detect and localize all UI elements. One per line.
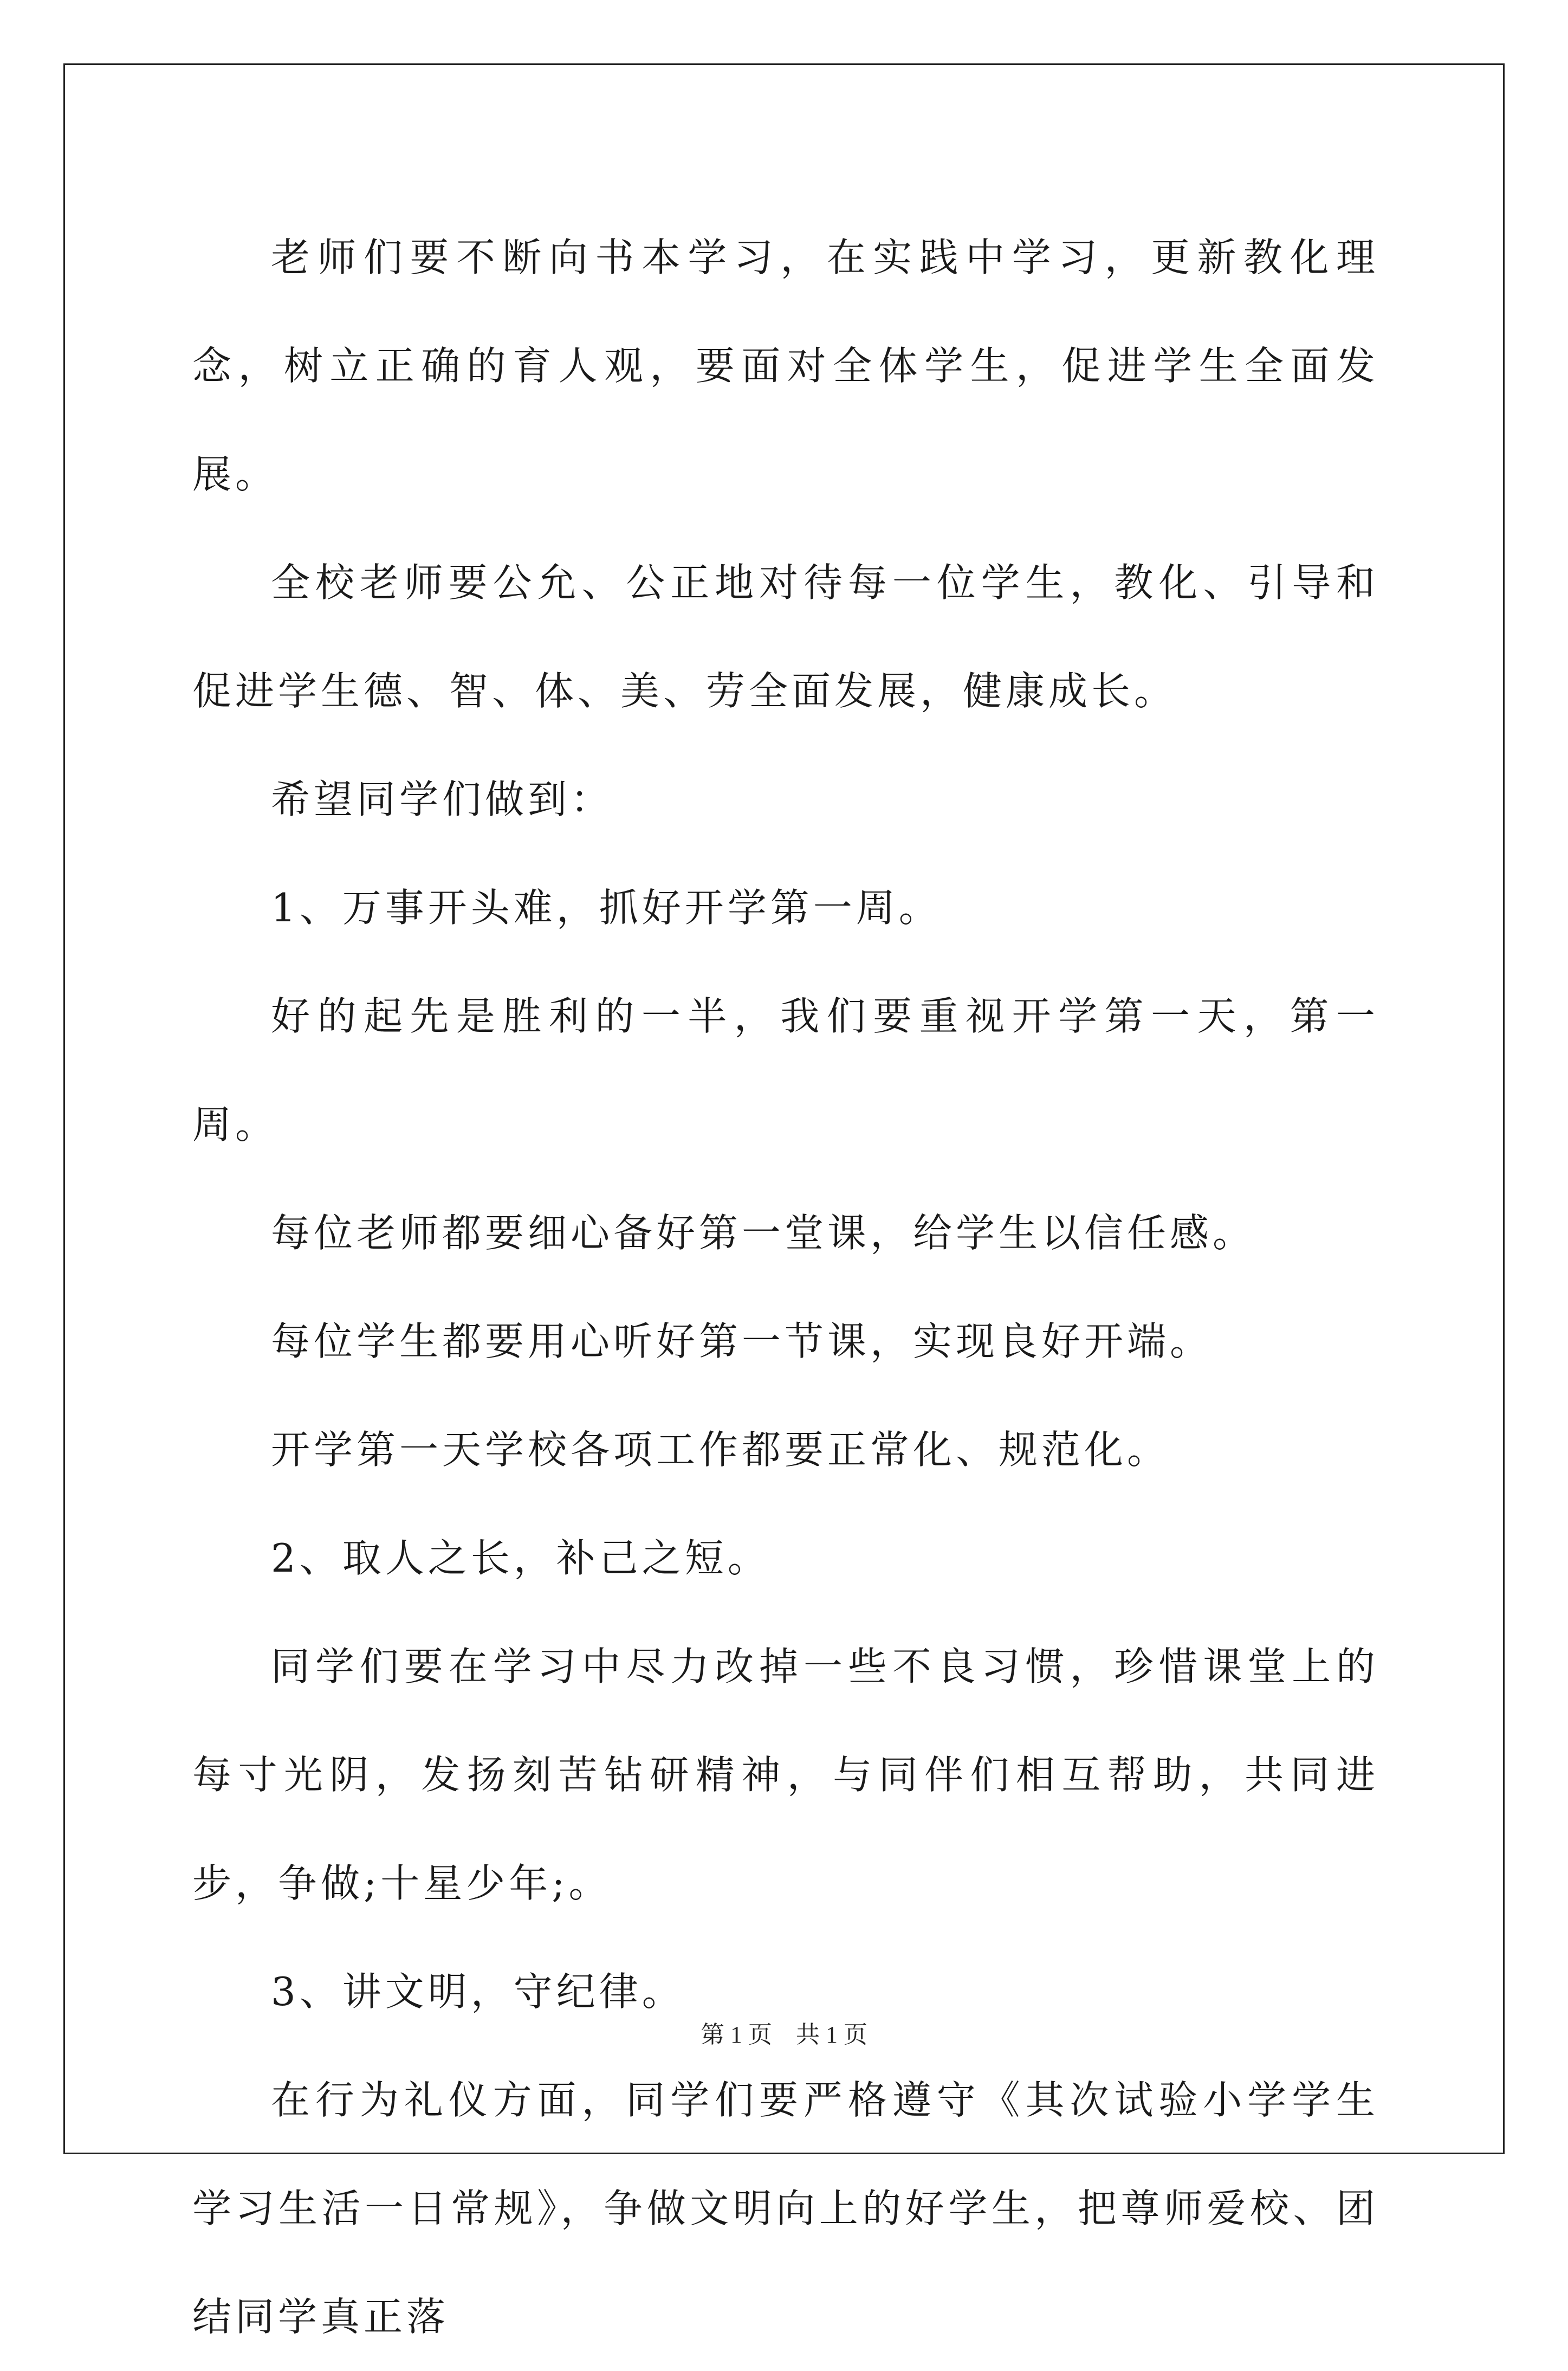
paragraph: 在行为礼仪方面，同学们要严格遵守《其次试验小学学生学习生活一日常规》，争做文明向上的好学生，把尊师爱校、团结同学真正落 xyxy=(192,2077,1379,2340)
paragraph: 希望同学们做到： xyxy=(271,777,614,822)
paragraph: 开学第一天学校各项工作都要正常化、规范化。 xyxy=(271,1427,1170,1472)
paragraph: 3、讲文明，守纪律。 xyxy=(271,1969,685,2014)
paragraph: 2、取人之长，补己之短。 xyxy=(271,1535,770,1581)
paragraph: 1、万事开头难，抓好开学第一周。 xyxy=(271,885,942,931)
page-number: 第 1 页 共 1 页 xyxy=(701,2021,867,2048)
paragraph: 老师们要不断向书本学习，在实践中学习，更新教化理念，树立正确的育人观，要面对全体学生，促进学生全面发展。 xyxy=(192,235,1379,497)
paragraph: 每位学生都要用心听好第一节课，实现良好开端。 xyxy=(271,1319,1213,1364)
paragraph: 每位老师都要细心备好第一堂课，给学生以信任感。 xyxy=(271,1210,1256,1256)
paragraph: 同学们要在学习中尽力改掉一些不良习惯，珍惜课堂上的每寸光阴，发扬刻苦钻研精神，与同伴们相互帮助，共同进步，争做;十星少年;。 xyxy=(192,1644,1379,1906)
paragraph: 全校老师要公允、公正地对待每一位学生，教化、引导和促进学生德、智、体、美、劳全面发展，健康成长。 xyxy=(192,560,1379,714)
paragraph: 好的起先是胜利的一半，我们要重视开学第一天，第一周。 xyxy=(192,993,1379,1147)
